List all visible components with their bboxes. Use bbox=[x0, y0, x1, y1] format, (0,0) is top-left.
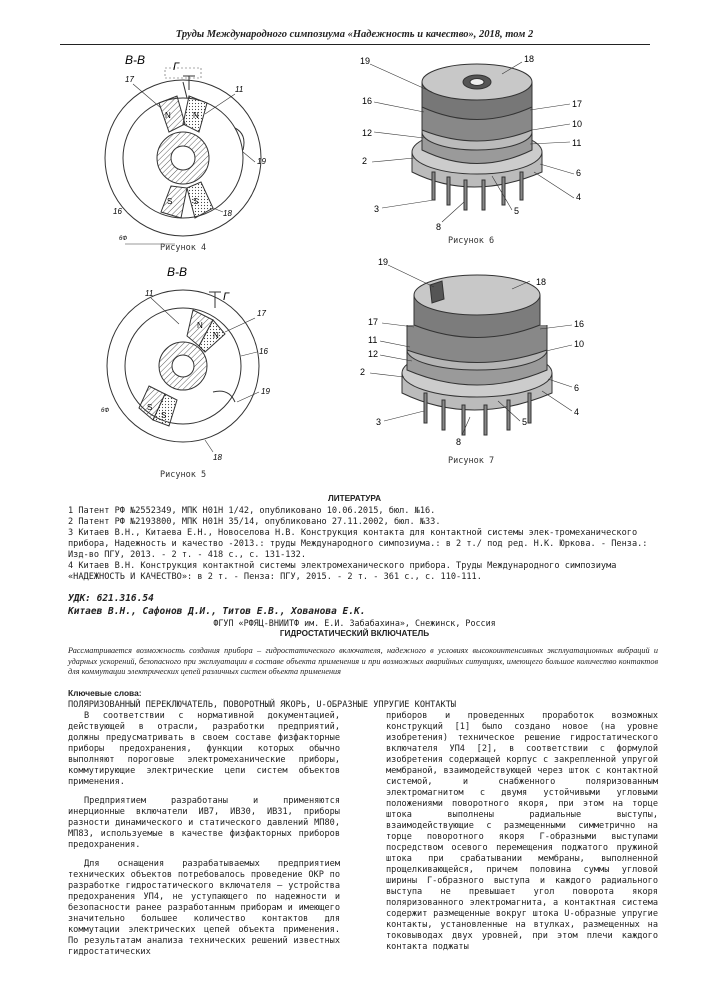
label: 3 bbox=[376, 417, 382, 427]
label: 16 bbox=[113, 207, 122, 216]
label: 8 bbox=[456, 437, 462, 447]
label: 19 bbox=[257, 157, 266, 166]
label: 2 bbox=[362, 156, 368, 166]
label: 19 bbox=[261, 387, 270, 396]
label: 10 bbox=[574, 339, 585, 349]
figure-4-caption: Рисунок 4 bbox=[160, 243, 207, 253]
paragraph: Предприятием разработаны и применяются инерционные включатели ИВ7, ИВ30, ИВ31, приборы разности динамического и статического давлений МП80, МП83, используемые в качестве физфакторных приборов предохранения. bbox=[68, 796, 340, 850]
reference-item: 2 Патент РФ №2193800, МПК H01H 35/14, опубликовано 27.11.2002, бюл. №33. bbox=[68, 517, 441, 527]
article-title: ГИДРОСТАТИЧЕСКИЙ ВКЛЮЧАТЕЛЬ bbox=[279, 629, 430, 638]
label: 16 bbox=[259, 347, 268, 356]
label: 19 bbox=[378, 257, 389, 267]
label: 16 bbox=[362, 96, 373, 106]
label: 11 bbox=[368, 335, 378, 345]
label: N bbox=[213, 331, 219, 340]
reference-item: 4 Китаев В.Н. Конструкция контактной системы электромеханического прибора. Труды Международного симпозиума «НАДЕЖНОСТЬ И КАЧЕСТВО»: в 2 т. - Пенза: ПГУ, 2015. - 2 т. - 361 с., с. 110-111. bbox=[68, 561, 617, 582]
reference-item: 3 Китаев В.Н., Китаева Е.Н., Новоселова Н.В. Конструкция контакта для контактной системы элек-тромеханического прибора, Надежность и качество -2013.: труды Международного симпозиума.: в 2 т./ под ред. Н.К. Юркова. - Пенза.: Изд-во ПГУ, 2013. - 2 т. - 418 с., с. 131-132. bbox=[68, 528, 648, 560]
label: 19 bbox=[360, 56, 371, 66]
label: 17 bbox=[257, 309, 266, 318]
figure-6-caption: Рисунок 6 bbox=[448, 236, 495, 246]
label: 17 bbox=[125, 75, 134, 84]
figure-5 bbox=[95, 262, 295, 467]
label: S bbox=[147, 403, 153, 412]
label: 6Ф bbox=[119, 236, 128, 242]
label: 11 bbox=[235, 85, 244, 94]
label: 6 bbox=[576, 168, 582, 178]
label: 3 bbox=[374, 204, 380, 214]
figure-4 bbox=[95, 48, 295, 258]
label: N bbox=[193, 111, 199, 120]
references-list bbox=[68, 506, 658, 583]
affiliation: ФГУП «РФЯЦ-ВНИИТФ им. Е.И. Забабахина», Снежинск, Россия bbox=[213, 618, 496, 628]
reference-item: 1 Патент РФ №2552349, МПК H01H 1/42, опубликовано 10.06.2015, бюл. №16. bbox=[68, 506, 436, 516]
right-column bbox=[386, 711, 658, 961]
figure-7 bbox=[352, 255, 592, 450]
figure-6 bbox=[352, 52, 592, 237]
header-rule bbox=[60, 44, 650, 45]
label: S bbox=[161, 411, 167, 420]
label: 18 bbox=[524, 54, 535, 64]
section-label: В-В bbox=[125, 53, 146, 67]
label: 5 bbox=[514, 206, 520, 216]
keywords-heading: Ключевые слова: bbox=[68, 688, 142, 698]
label: 4 bbox=[574, 407, 580, 417]
label: S bbox=[193, 197, 199, 206]
label: 16 bbox=[574, 319, 585, 329]
section-label: В-В bbox=[167, 265, 188, 279]
label: 11 bbox=[572, 138, 582, 148]
paragraph: Для оснащения разрабатываемых предприятием технических объектов потребовалось проведение ОКР по разработке гидростатического включателя – устройства предохранения УП4, не уступающего по надежности и безопасности ранее разработанным приборам и имеющего значительно большее количество контактов для коммутации электрических цепей объекта применения. По результатам анализа технических решений известных гидростатических bbox=[68, 859, 340, 957]
keywords: ПОЛЯРИЗОВАННЫЙ ПЕРЕКЛЮЧАТЕЛЬ, ПОВОРОТНЫЙ ЯКОРЬ, U-ОБРАЗНЫЕ УПРУГИЕ КОНТАКТЫ bbox=[68, 700, 457, 710]
label: 18 bbox=[536, 277, 547, 287]
references-title: ЛИТЕРАТУРА bbox=[327, 494, 382, 503]
paragraph: приборов и проведенных проработок возможных конструкций [1] было создано новое (на уровне изобретения) техническое решение гидростатического включателя УП4 [2], в соответствии с формулой изобретения содержащей корпус с закрепленной упругой мембраной, взаимодействующей через шток с контактной системой, и снабженного поляризованным электромагнитом с двумя устойчивыми угловыми положениями поворотного якоря, при этом на торце штока выполнены радиальные выступы, взаимодействующие с размещенными симметрично на торце поворотного якоря Г-образными выступами посредством осевого перемещения поджатого пружиной штока при срабатывании мембраны, выполненной прощелкивающейся, причем половина суммы угловой ширины Г-образного выступа и каждого радиального выступа не превышает угол поворота якоря поляризованного электромагнита, а контактная система содержит размещенные вокруг штока U-образные упругие контакты, установленные на втулках, размещенных на токовыводах двух уровней, при этом плечи каждого контакта поджаты bbox=[386, 711, 658, 952]
label: 2 bbox=[360, 367, 366, 377]
label: 18 bbox=[223, 209, 232, 218]
label: S bbox=[167, 197, 173, 206]
running-header: Труды Международного симпозиума «Надежность и качество», 2018, том 2 bbox=[175, 29, 534, 40]
label: 6Ф bbox=[101, 408, 110, 414]
label: 12 bbox=[368, 349, 379, 359]
label: 5 bbox=[522, 417, 528, 427]
label: 4 bbox=[576, 192, 582, 202]
label: 18 bbox=[213, 453, 222, 462]
figure-7-caption: Рисунок 7 bbox=[448, 456, 495, 466]
label: 10 bbox=[572, 119, 583, 129]
label: 8 bbox=[436, 222, 442, 232]
label: N bbox=[197, 321, 203, 330]
udk: УДК: 621.316.54 bbox=[68, 593, 154, 604]
abstract: Рассматривается возможность создания прибора – гидростатического включателя, надежного в условиях высокоинтенсивных эксплуатационных вибраций и ударных ускорений, безопасного при эксплуатации в составе объекта применения и при возможных аварийных ситуациях, имеющего большое количество контактов для коммутации электрических цепей различных систем объекта применения bbox=[68, 646, 658, 677]
label: 17 bbox=[572, 99, 583, 109]
label: 12 bbox=[362, 128, 373, 138]
left-column bbox=[68, 711, 340, 966]
label: 6 bbox=[574, 383, 580, 393]
label: 11 bbox=[145, 289, 154, 298]
arrow-letter: Г bbox=[223, 291, 229, 303]
label: 17 bbox=[368, 317, 379, 327]
label: N bbox=[165, 111, 171, 120]
authors: Китаев В.Н., Сафонов Д.И., Титов Е.В., Хованова Е.К. bbox=[68, 606, 366, 617]
paragraph: В соответствии с нормативной документацией, действующей в отрасли, разработки предприятий, должны предусматривать в своем составе физфакторные приборы предохранения, функции которых обычно выполняют пороговые электромеханические приборы, коммутирующие электрические цепи систем объектов применения. bbox=[68, 711, 340, 787]
arrow-letter: Г bbox=[173, 61, 179, 73]
figure-5-caption: Рисунок 5 bbox=[160, 470, 207, 480]
